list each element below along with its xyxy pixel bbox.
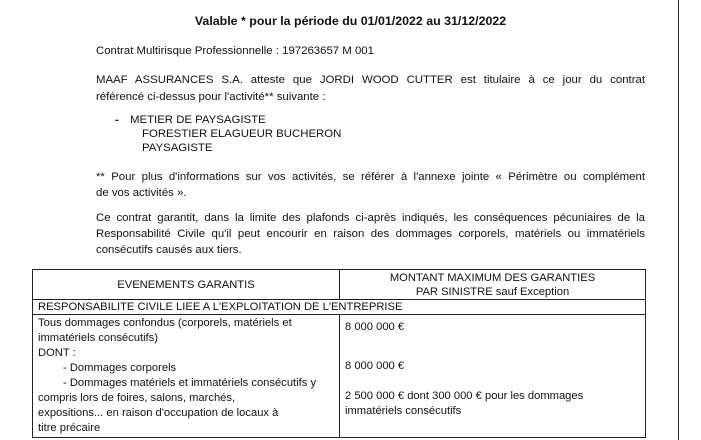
section-row bbox=[33, 300, 646, 315]
attestation-line-1: MAAF ASSURANCES S.A. atteste que JORDI WOOD CUTTER est titulaire à ce jour du contrat bbox=[96, 74, 645, 86]
table-header-row bbox=[33, 270, 646, 300]
validity-period-title: Valable * pour la période du 01/01/2022 au 31/12/2022 bbox=[194, 14, 507, 28]
guarantee-text-line-3: consécutifs causés aux tiers. bbox=[96, 244, 242, 256]
all-damages-label-2: immatériels consécutifs) bbox=[38, 332, 158, 344]
guarantees-table bbox=[32, 269, 646, 438]
activity-sub-paysagiste: PAYSAGISTE bbox=[142, 142, 213, 154]
contract-number: Contrat Multirisque Professionnelle : 197263657 M 001 bbox=[96, 45, 374, 57]
header-amount-line-1: MONTANT MAXIMUM DES GARANTIES bbox=[389, 272, 596, 284]
header-amount-line-2: PAR SINISTRE sauf Exception bbox=[415, 286, 570, 298]
spacer bbox=[345, 335, 640, 359]
material-damages-amount-2: immatériels consécutifs bbox=[345, 405, 462, 417]
material-damages-label-3: expositions... en raison d'occupation de locaux à bbox=[38, 407, 279, 419]
amounts-cell bbox=[340, 315, 646, 438]
activity-bullet: - bbox=[115, 114, 119, 126]
material-damages-label-1: - Dommages matériels et immatériels consécutifs y bbox=[63, 377, 317, 389]
material-damages-label-4: titre précaire bbox=[38, 422, 101, 434]
footnote-line-1: ** Pour plus d'informations sur vos activités, se référer à l'annexe jointe « Périmètre ou complément bbox=[96, 171, 645, 183]
table-row-body bbox=[33, 315, 646, 438]
dont-label: DONT : bbox=[38, 347, 76, 359]
all-damages-label-1: Tous dommages confondus (corporels, matériels et bbox=[38, 317, 292, 329]
attestation-line-2: référencé ci-dessus pour l'activité** suivante : bbox=[96, 91, 326, 103]
page-edge-line bbox=[678, 0, 679, 440]
header-events bbox=[33, 270, 340, 300]
guarantee-text-line-1: Ce contrat garantit, dans la limite des plafonds ci-après indiqués, les conséquences pécuniaires de la bbox=[96, 212, 645, 224]
events-cell bbox=[33, 315, 340, 438]
material-damages-amount-1: 2 500 000 € dont 300 000 € pour les dommages bbox=[345, 390, 584, 402]
footnote-line-2: de vos activités ». bbox=[96, 187, 187, 199]
bodily-damages-label: - Dommages corporels bbox=[63, 362, 177, 374]
guarantee-text-line-2: Responsabilité Civile qu'il peut encourir en raison des dommages corporels, matériels ou immatériels bbox=[96, 228, 645, 240]
material-damages-label-2: compris lors de foires, salons, marchés, bbox=[38, 392, 236, 404]
header-events-label: EVENEMENTS GARANTIS bbox=[117, 279, 255, 291]
header-amount bbox=[340, 270, 646, 300]
spacer bbox=[345, 374, 640, 389]
section-title: RESPONSABILITE CIVILE LIEE A L'EXPLOITATION DE L'ENTREPRISE bbox=[33, 300, 646, 315]
bodily-damages-amount: 8 000 000 € bbox=[345, 360, 405, 372]
activity-main: METIER DE PAYSAGISTE bbox=[130, 114, 266, 126]
activity-sub-forestier: FORESTIER ELAGUEUR BUCHERON bbox=[142, 128, 342, 140]
all-damages-amount: 8 000 000 € bbox=[345, 321, 405, 333]
